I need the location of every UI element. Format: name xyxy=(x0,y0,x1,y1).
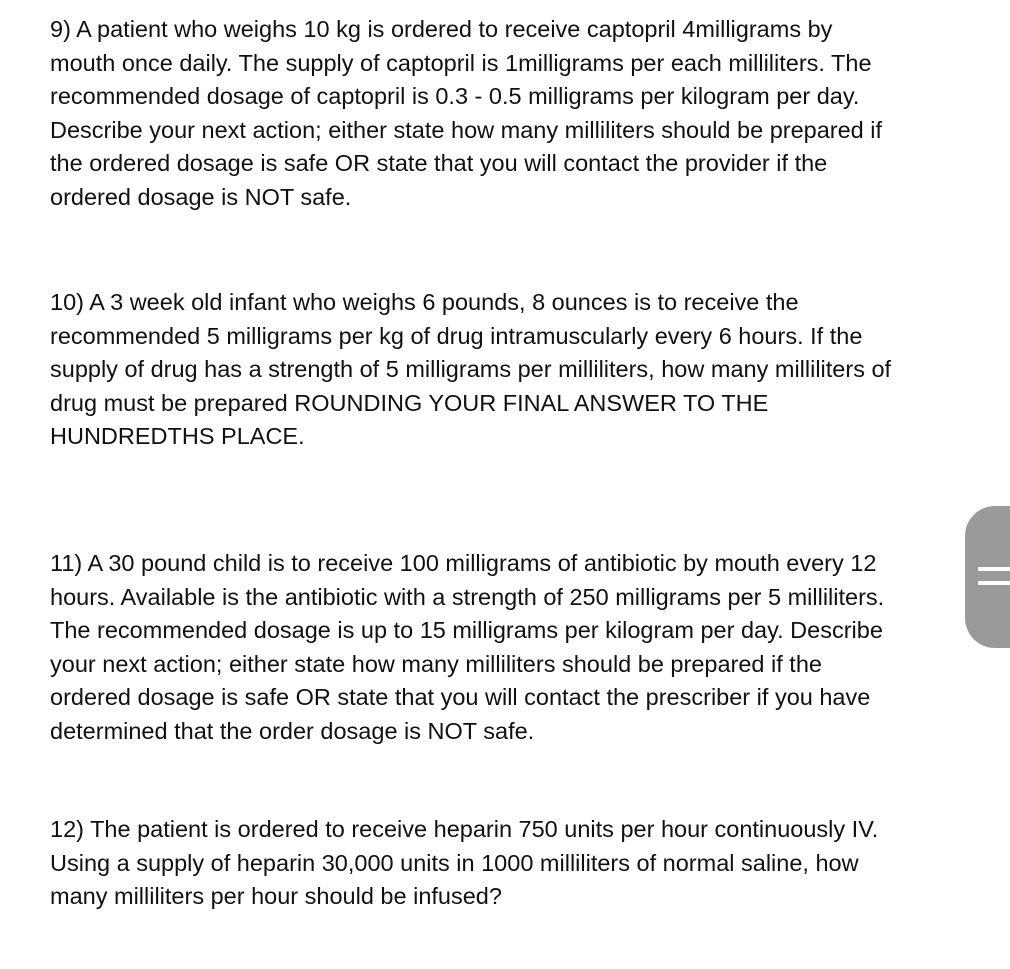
question-12-text: 12) The patient is ordered to receive heparin 750 units per hour continuously IV. Using a supply of heparin 30,000 units in 1000 milliliters of normal saline, how many milliliters per hour should be infused? xyxy=(50,816,879,909)
drag-handle-icon xyxy=(978,581,1010,585)
question-9-text: 9) A patient who weighs 10 kg is ordered to receive captopril 4milligrams by mouth once daily. The supply of captopril is 1milligrams per each milliliters. The recommended dosage of captopril is 0.3 - 0.5 milligrams per kilogram per day. Describe your next action; either state how many milliliters should be prepared if the ordered dosage is safe OR state that you will contact the provider if the ordered dosage is NOT safe. xyxy=(50,16,883,210)
drag-handle-icon xyxy=(978,567,1010,571)
question-10-text: 10) A 3 week old infant who weighs 6 pounds, 8 ounces is to receive the recommended 5 milligrams per kg of drug intramuscularly every 6 hours. If the supply of drug has a strength of 5 milligrams per milliliters, how many milliliters of drug must be prepared ROUNDING YOUR FINAL ANSWER TO THE HUNDREDTHS PLACE. xyxy=(50,289,892,449)
question-11-text: 11) A 30 pound child is to receive 100 milligrams of antibiotic by mouth every 12 hours. Available is the antibiotic with a strength of 250 milligrams per 5 milliliters. The recommended dosage is up to 15 milligrams per kilogram per day. Describe your next action; either state how many milliliters should be prepared if the ordered dosage is safe OR state that you will contact the prescriber if you have determined that the order dosage is NOT safe. xyxy=(50,550,885,744)
side-panel-handle[interactable] xyxy=(965,506,1010,648)
